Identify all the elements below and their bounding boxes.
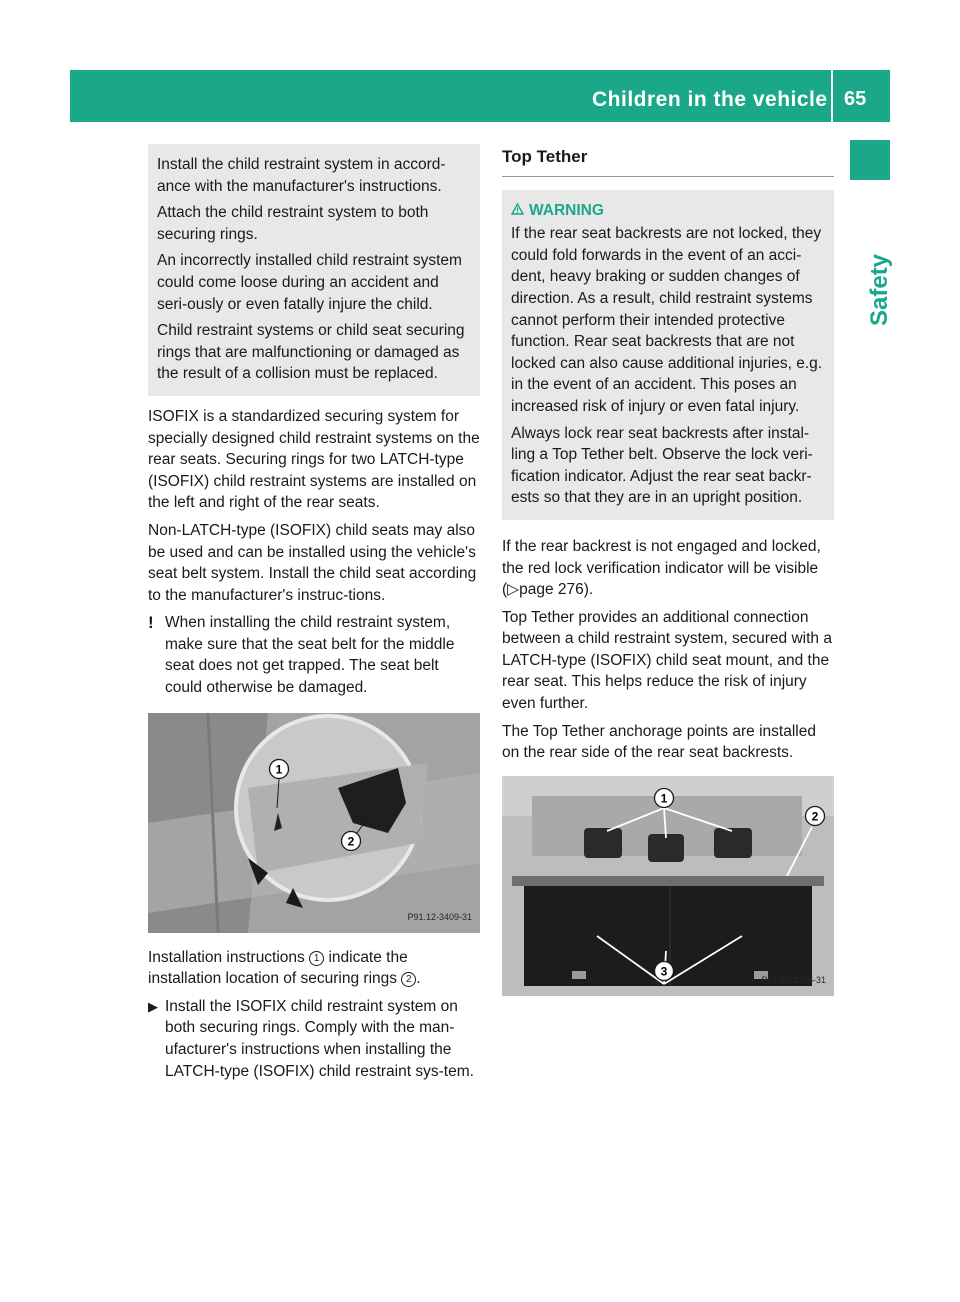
warning-paragraph: Attach the child restraint system to both securing rings.	[157, 204, 429, 243]
left-column	[148, 144, 480, 1082]
figure-code: P91.20-2256-31	[761, 975, 826, 986]
right-column	[502, 146, 834, 996]
page-reference-link[interactable]: page 276	[519, 581, 584, 599]
warning-paragraph: Install the child restraint system in accord-ance with the manufacturer's instructions.	[157, 156, 446, 195]
top-tether-illustration	[502, 776, 834, 996]
body-paragraph: If the rear backrest is not engaged and locked, the red lock verification indicator will be visible (▷page 276).	[502, 537, 821, 599]
body-paragraph: Non-LATCH-type (ISOFIX) child seats may also be used and can be installed using the vehicle's seat belt system. Install the child seat according to the manufacturer's instruc-tions.	[148, 521, 477, 604]
warning-paragraph: An incorrectly installed child restraint system could come loose during an accident and seri-ously or even fatally injure the child.	[157, 252, 462, 313]
body-paragraph: ISOFIX is a standardized securing system for specially designed child restraint systems on the rear seats. Securing rings for two LATCH-type (ISOFIX) child restraint systems are installed on the left and right of the rear seats.	[148, 407, 480, 512]
exclamation-icon: !	[148, 613, 154, 633]
callout-ref-1: 1	[309, 951, 324, 966]
figure-isofix-rings	[148, 713, 480, 933]
callout-1-label: 1	[275, 762, 283, 777]
bullet-text: Install the ISOFIX child restraint system on both securing rings. Comply with the man-ufacturer's instructions when installing the LATCH-type (ISOFIX) child restraint sys-tem.	[165, 997, 474, 1080]
body-paragraph: The Top Tether anchorage points are installed on the rear side of the rear seat backrests.	[502, 722, 816, 762]
instruction-bullet	[148, 996, 480, 1082]
side-tab-marker	[850, 140, 890, 180]
callout-1-label: 1	[660, 791, 668, 806]
warning-paragraph: If the rear seat backrests are not locked, they could fold forwards in the event of an acci-dent, heavy braking or sudden changes of direction. As a result, child restraint systems cannot perform their intended protective function. Rear seat backrests that are not locked can also cause additional injuries, e.g. in the event of an accident. This poses an increased risk of injury or even fatal injury.	[511, 225, 823, 415]
warning-paragraph: Child restraint systems or child seat securing rings that are malfunctioning or damaged as the result of a collision must be replaced.	[157, 322, 465, 383]
warning-paragraph: Always lock rear seat backrests after instal-ling a Top Tether belt. Observe the lock veri-fication indicator. Adjust the rear seat backr-ests so that they are in an upright position.	[511, 424, 813, 507]
header-divider	[831, 70, 833, 122]
figure-caption: Installation instructions 1 indicate the installation location of securing rings 2 .	[148, 948, 421, 988]
figure-top-tether	[502, 776, 834, 996]
warning-box-continued	[148, 144, 480, 396]
side-tab-label: Safety	[866, 253, 893, 326]
note	[148, 612, 480, 698]
warning-triangle-icon	[511, 200, 524, 222]
page-ref-arrow-icon: ▷	[507, 581, 520, 599]
page-title: Children in the vehicle	[592, 88, 828, 111]
figure-code: P91.12-3409-31	[407, 912, 472, 923]
body-paragraph: Top Tether provides an additional connection between a child restraint system, secured with a LATCH-type (ISOFIX) child seat mount, and the rear seat. This helps reduce the risk of injury even further.	[502, 608, 832, 713]
note-text: When installing the child restraint system, make sure that the seat belt for the middle seat does not get trapped. The seat belt could otherwise be damaged.	[165, 614, 455, 697]
callout-ref-2: 2	[401, 972, 416, 987]
callout-2-label: 2	[347, 834, 355, 849]
callout-3-label: 3	[660, 964, 668, 979]
page-number: 65	[844, 88, 867, 110]
isofix-illustration	[148, 713, 480, 933]
warning-box	[502, 190, 834, 520]
section-title: Top Tether	[502, 146, 834, 177]
warning-label: WARNING	[529, 201, 604, 219]
callout-2-label: 2	[811, 809, 819, 824]
triangle-right-icon: ▶	[148, 998, 158, 1014]
warning-header	[511, 200, 826, 222]
